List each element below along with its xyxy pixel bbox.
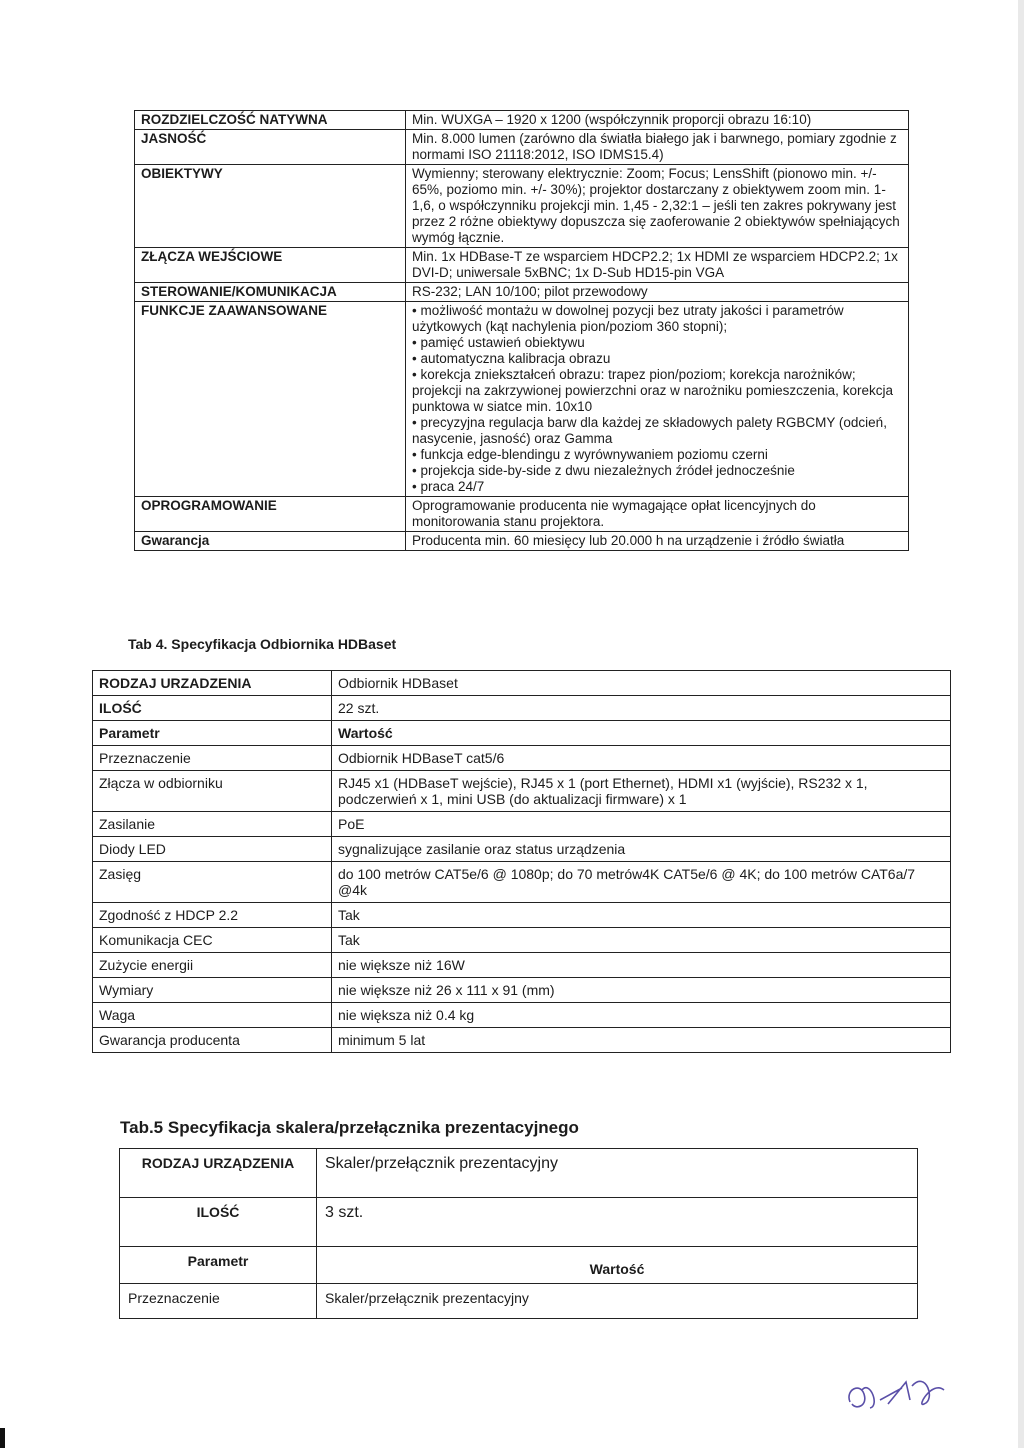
param-value <box>332 1028 951 1053</box>
quantity-value: 22 szt. <box>332 696 951 721</box>
scan-mark <box>0 1428 5 1448</box>
spec-key: FUNKCJE ZAAWANSOWANE <box>135 302 406 497</box>
spec-key: OBIEKTYWY <box>135 165 406 248</box>
param-name: Waga <box>93 1003 332 1028</box>
param-value-line: Odbiornik HDBaseT cat5/6 <box>338 750 505 766</box>
table-row <box>120 1247 918 1284</box>
param-header: Parametr <box>93 721 332 746</box>
table-row <box>135 497 909 532</box>
param-value-line: @4k <box>338 882 367 898</box>
param-name: Złącza w odbiorniku <box>93 771 332 812</box>
table-row <box>120 1284 918 1319</box>
param-name: Zasilanie <box>93 812 332 837</box>
table-caption-5: Tab.5 Specyfikacja skalera/przełącznika prezentacyjnego <box>120 1118 579 1137</box>
device-type-label: RODZAJ URZĄDZENIA <box>120 1149 317 1198</box>
table-row <box>93 953 951 978</box>
purpose-value: Skaler/przełącznik prezentacyjny <box>317 1284 918 1319</box>
param-value-line: sygnalizujące zasilanie oraz status urządzenia <box>338 841 626 857</box>
table-row <box>93 928 951 953</box>
spec-value-line: • automatyczna kalibracja obrazu <box>412 351 611 366</box>
table-row <box>135 130 909 165</box>
param-value <box>332 953 951 978</box>
value-header: Wartość <box>317 1247 918 1284</box>
page-edge <box>1018 0 1024 1448</box>
param-name: Diody LED <box>93 837 332 862</box>
table-row <box>93 671 951 696</box>
param-value-line: Tak <box>338 907 360 923</box>
table-row <box>93 837 951 862</box>
table-row <box>135 302 909 497</box>
spec-value <box>406 302 909 497</box>
spec-value <box>406 532 909 551</box>
param-value-line: Tak <box>338 932 360 948</box>
param-header: Parametr <box>120 1247 317 1284</box>
param-value-line: minimum 5 lat <box>338 1032 426 1048</box>
param-value-line: RJ45 x1 (HDBaseT wejście), RJ45 x 1 (port Ethernet), HDMI x1 (wyjście), RS232 x 1, <box>338 775 868 791</box>
spec-value-line: Min. 1x HDBase-T ze wsparciem HDCP2.2; 1x HDMI ze wsparciem HDCP2.2; 1x DVI-D; uniwersale 5xBNC; 1x D-Sub HD15-pin VGA <box>412 249 898 280</box>
quantity-label: ILOŚĆ <box>93 696 332 721</box>
param-name: Zużycie energii <box>93 953 332 978</box>
param-value <box>332 812 951 837</box>
projector-spec-table <box>134 110 909 551</box>
table-row <box>135 248 909 283</box>
spec-value-line: Min. 8.000 lumen (zarówno dla światła białego jak i barwnego, pomiary zgodnie z normami ISO 21118:2012, ISO IDMS15.4) <box>412 131 897 162</box>
scaler-switch-table <box>119 1148 918 1319</box>
param-value-line: podczerwień x 1, mini USB (do aktualizacji firmware) x 1 <box>338 791 687 807</box>
table-row <box>93 978 951 1003</box>
spec-value-line: Producenta min. 60 miesięcy lub 20.000 h na urządzenie i źródło światła <box>412 533 845 548</box>
spec-value-line: Oprogramowanie producenta nie wymagające opłat licencyjnych do monitorowania stanu projektora. <box>412 498 816 529</box>
param-value <box>332 928 951 953</box>
param-name: Zgodność z HDCP 2.2 <box>93 903 332 928</box>
table-row <box>135 283 909 302</box>
handwritten-signature <box>840 1360 970 1420</box>
spec-value <box>406 283 909 302</box>
quantity-value: 3 szt. <box>317 1198 918 1247</box>
hdbaset-receiver-table <box>92 670 951 1053</box>
param-value <box>332 862 951 903</box>
table-caption-4: Tab 4. Specyfikacja Odbiornika HDBaset <box>128 636 397 652</box>
param-value-line: PoE <box>338 816 365 832</box>
param-name: Gwarancja producenta <box>93 1028 332 1053</box>
spec-value-line: • korekcja zniekształceń obrazu: trapez pion/poziom; korekcja narożników; projekcji na zakrzywionej powierzchni oraz w narożniku pomieszczenia, korekcja punktowa w siatce min. 10x10 <box>412 367 893 414</box>
table-row <box>135 111 909 130</box>
param-name: Wymiary <box>93 978 332 1003</box>
spec-value <box>406 111 909 130</box>
table-row <box>120 1149 918 1198</box>
param-name: Przeznaczenie <box>93 746 332 771</box>
spec-value <box>406 165 909 248</box>
table-row <box>135 165 909 248</box>
spec-value-line: • możliwość montażu w dowolnej pozycji bez utraty jakości i parametrów użytkowych (kąt nachylenia pion/poziom 360 stopni); <box>412 303 844 334</box>
spec-key: JASNOŚĆ <box>135 130 406 165</box>
device-type-label: RODZAJ URZADZENIA <box>93 671 332 696</box>
spec-value-line: Wymienny; sterowany elektrycznie: Zoom; Focus; LensShift (pionowo min. +/- 65%, poziomo min. +/- 30%); projektor dostarczany z obiektywem zoom min. 1-1,6, o współczynniku projekcji min. 1,45 - 2,32:1 – jeśli ten zakres pokrywany jest przez 2 różne obiektywy dopuszcza się zaoferowanie 2 obiektywów spełniających wymóg łącznie. <box>412 166 900 245</box>
spec-value <box>406 130 909 165</box>
spec-value-line: • projekcja side-by-side z dwu niezależnych źródeł jednocześnie <box>412 463 795 478</box>
value-header: Wartość <box>332 721 951 746</box>
table-row <box>93 1028 951 1053</box>
spec-value-line: • precyzyjna regulacja barw dla każdej ze składowych palety RGBCMY (odcień, nasycenie, jasność) oraz Gamma <box>412 415 887 446</box>
device-type-value: Odbiornik HDBaset <box>332 671 951 696</box>
spec-key: OPROGRAMOWANIE <box>135 497 406 532</box>
table-row <box>93 721 951 746</box>
spec-value-line: • pamięć ustawień obiektywu <box>412 335 585 350</box>
param-value <box>332 903 951 928</box>
spec-value <box>406 248 909 283</box>
spec-value <box>406 497 909 532</box>
device-type-value: Skaler/przełącznik prezentacyjny <box>317 1149 918 1198</box>
param-value <box>332 978 951 1003</box>
quantity-label: ILOŚĆ <box>120 1198 317 1247</box>
param-value-line: nie większe niż 26 x 111 x 91 (mm) <box>338 982 555 998</box>
table-row <box>120 1198 918 1247</box>
purpose-label: Przeznaczenie <box>120 1284 317 1319</box>
table-row <box>93 862 951 903</box>
spec-key: ROZDZIELCZOŚĆ NATYWNA <box>135 111 406 130</box>
table-row <box>135 532 909 551</box>
param-name: Komunikacja CEC <box>93 928 332 953</box>
param-value-line: do 100 metrów CAT5e/6 @ 1080p; do 70 metrów4K CAT5e/6 @ 4K; do 100 metrów CAT6a/7 <box>338 866 916 882</box>
param-value-line: nie większe niż 16W <box>338 957 465 973</box>
param-name: Zasięg <box>93 862 332 903</box>
spec-value-line: Min. WUXGA – 1920 x 1200 (współczynnik proporcji obrazu 16:10) <box>412 112 812 127</box>
spec-key: STEROWANIE/KOMUNIKACJA <box>135 283 406 302</box>
table-row <box>93 903 951 928</box>
table-row <box>93 771 951 812</box>
param-value <box>332 1003 951 1028</box>
table-row <box>93 696 951 721</box>
param-value <box>332 746 951 771</box>
param-value <box>332 771 951 812</box>
param-value <box>332 837 951 862</box>
spec-key: Gwarancja <box>135 532 406 551</box>
table-row <box>93 1003 951 1028</box>
table-row <box>93 812 951 837</box>
table-row <box>93 746 951 771</box>
spec-value-line: • funkcja edge-blendingu z wyrównywaniem poziomu czerni <box>412 447 768 462</box>
spec-key: ZŁĄCZA WEJŚCIOWE <box>135 248 406 283</box>
spec-value-line: • praca 24/7 <box>412 479 485 494</box>
param-value-line: nie większa niż 0.4 kg <box>338 1007 475 1023</box>
spec-value-line: RS-232; LAN 10/100; pilot przewodowy <box>412 284 648 299</box>
